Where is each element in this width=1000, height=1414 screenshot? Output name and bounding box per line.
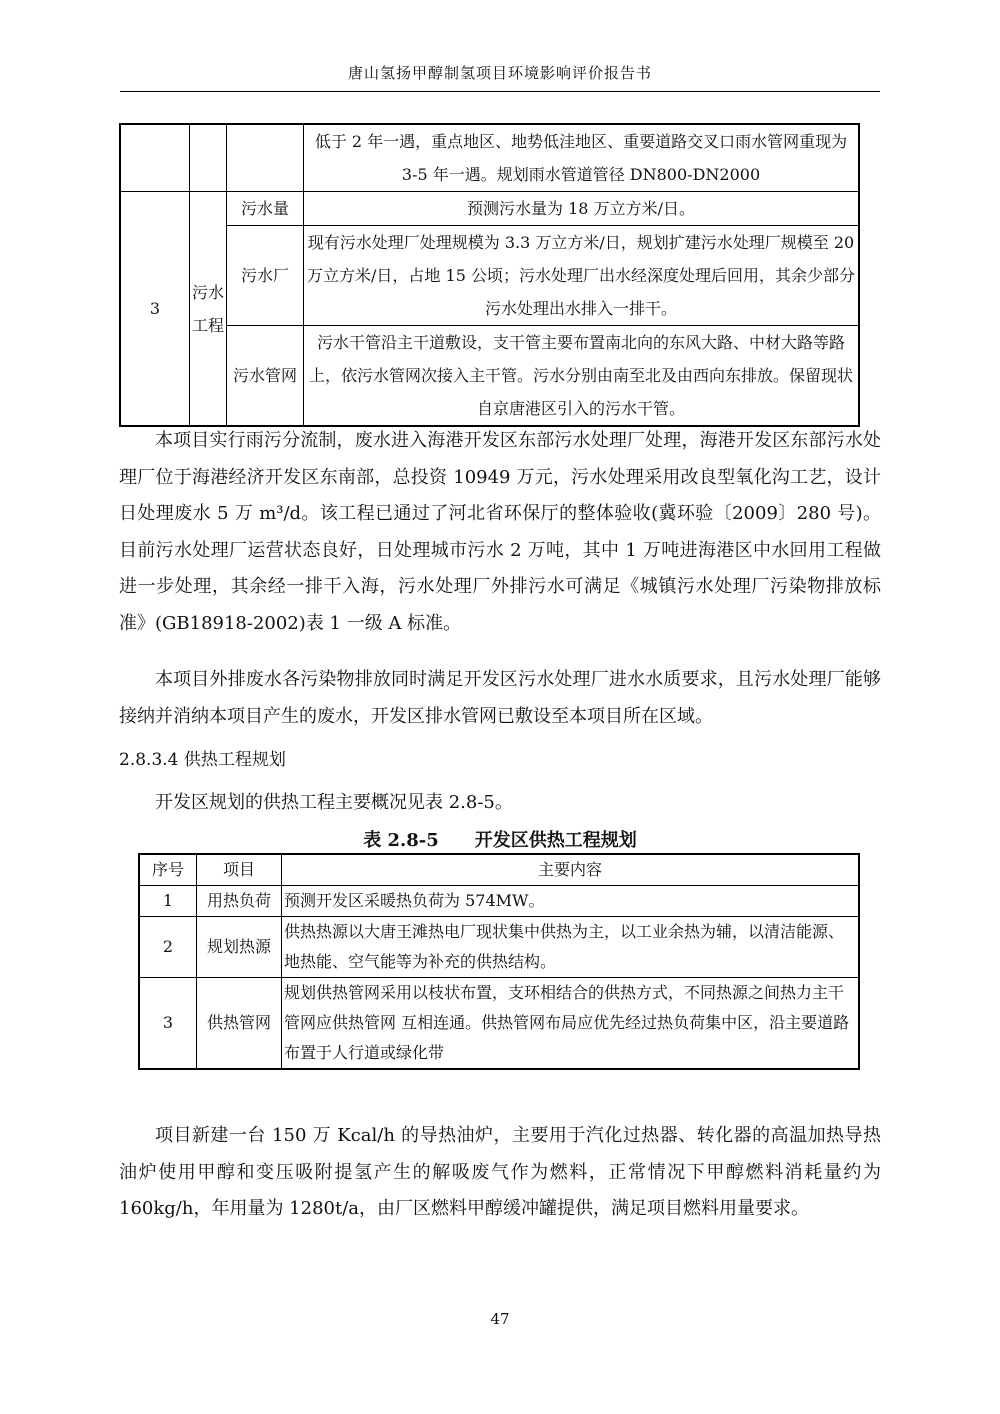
row-number: 3 — [120, 192, 190, 427]
table-header-row — [139, 854, 859, 886]
table-cell: 低于 2 年一遇，重点地区、地势低洼地区、重要道路交叉口雨水管网重现为 3-5 年一遇。规划雨水管道管径 DN800-DN2000 — [304, 124, 860, 192]
item-content: 预测污水量为 18 万立方米/日。 — [304, 192, 860, 226]
table-row — [139, 917, 859, 978]
item-label: 污水厂 — [227, 226, 304, 326]
row-item: 规划热源 — [197, 917, 282, 978]
page-number: 47 — [490, 1310, 510, 1328]
table-row — [120, 326, 859, 427]
row-content: 预测开发区采暖热负荷为 574MW。 — [282, 886, 860, 917]
table-row — [120, 124, 859, 192]
table-row — [120, 192, 859, 226]
paragraph: 本项目实行雨污分流制，废水进入海港开发区东部污水处理厂处理，海港开发区东部污水处理厂位于海港经济开发区东南部，总投资 10949 万元，污水处理采用改良型氧化沟工艺，设计日处理废水 5 万 m³/d。该工程已通过了河北省环保厅的整体验收(冀环验〔2009〕280 号)。目前污水处理厂运营状态良好，日处理城市污水 2 万吨，其中 1 万吨进海港区中水回用工程做进一步处理，其余经一排干入海，污水处理厂外排污水可满足《城镇污水处理厂污染物排放标准》(GB18918-2002)表 1 一级 A 标准。 — [119, 430, 881, 634]
header-rule — [120, 91, 880, 92]
item-content: 污水干管沿主干道敷设，支干管主要布置南北向的东风大路、中材大路等路上，依污水管网次接入主干管。污水分别由南至北及由西向东排放。保留现状自京唐港区引入的污水干管。 — [304, 326, 860, 427]
table-cell — [227, 124, 304, 192]
row-item: 用热负荷 — [197, 886, 282, 917]
row-content: 规划供热管网采用以枝状布置，支环相结合的供热方式，不同热源之间热力主干管网应供热管网 互相连通。供热管网布局应优先经过热负荷集中区，沿主要道路布置于人行道或绿化带 — [282, 978, 860, 1070]
table-row — [120, 226, 859, 326]
table-cell — [190, 124, 227, 192]
paragraph: 开发区规划的供热工程主要概况见表 2.8-5。 — [155, 792, 513, 813]
paragraph: 项目新建一台 150 万 Kcal/h 的导热油炉，主要用于汽化过热器、转化器的高温加热导热油炉使用甲醇和变压吸附提氢产生的解吸废气作为燃料，正常情况下甲醇燃料消耗量约为 160kg/h，年用量为 1280t/a，由厂区燃料甲醇缓冲罐提供，满足项目燃料用量要求。 — [119, 1125, 881, 1220]
page-header: 唐山氢扬甲醇制氢项目环境影响评价报告书 — [347, 64, 652, 82]
section-heading: 2.8.3.4 供热工程规划 — [119, 750, 286, 770]
column-header: 主要内容 — [282, 854, 860, 886]
wastewater-plan-table — [119, 123, 860, 427]
item-label: 污水管网 — [227, 326, 304, 427]
row-number: 1 — [139, 886, 197, 917]
row-number: 3 — [139, 978, 197, 1070]
row-category: 污水工程 — [190, 192, 227, 427]
table-caption-title: 开发区供热工程规划 — [474, 830, 637, 851]
column-header: 序号 — [139, 854, 197, 886]
row-number: 2 — [139, 917, 197, 978]
table-cell — [120, 124, 190, 192]
column-header: 项目 — [197, 854, 282, 886]
item-label: 污水量 — [227, 192, 304, 226]
table-row — [139, 886, 859, 917]
table-row — [139, 978, 859, 1070]
paragraph: 本项目外排废水各污染物排放同时满足开发区污水处理厂进水水质要求，且污水处理厂能够接纳并消纳本项目产生的废水，开发区排水管网已敷设至本项目所在区域。 — [119, 669, 881, 727]
row-item: 供热管网 — [197, 978, 282, 1070]
item-content: 现有污水处理厂处理规模为 3.3 万立方米/日，规划扩建污水处理厂规模至 20 万立方米/日，占地 15 公顷；污水处理厂出水经深度处理后回用，其余少部分污水处理出水排入一排干。 — [304, 226, 860, 326]
row-content: 供热热源以大唐王滩热电厂现状集中供热为主，以工业余热为辅，以清洁能源、地热能、空气能等为补充的供热结构。 — [282, 917, 860, 978]
heating-plan-table — [138, 853, 860, 1070]
table-caption-number: 表 2.8-5 — [363, 830, 439, 851]
table-caption — [0, 826, 1000, 852]
